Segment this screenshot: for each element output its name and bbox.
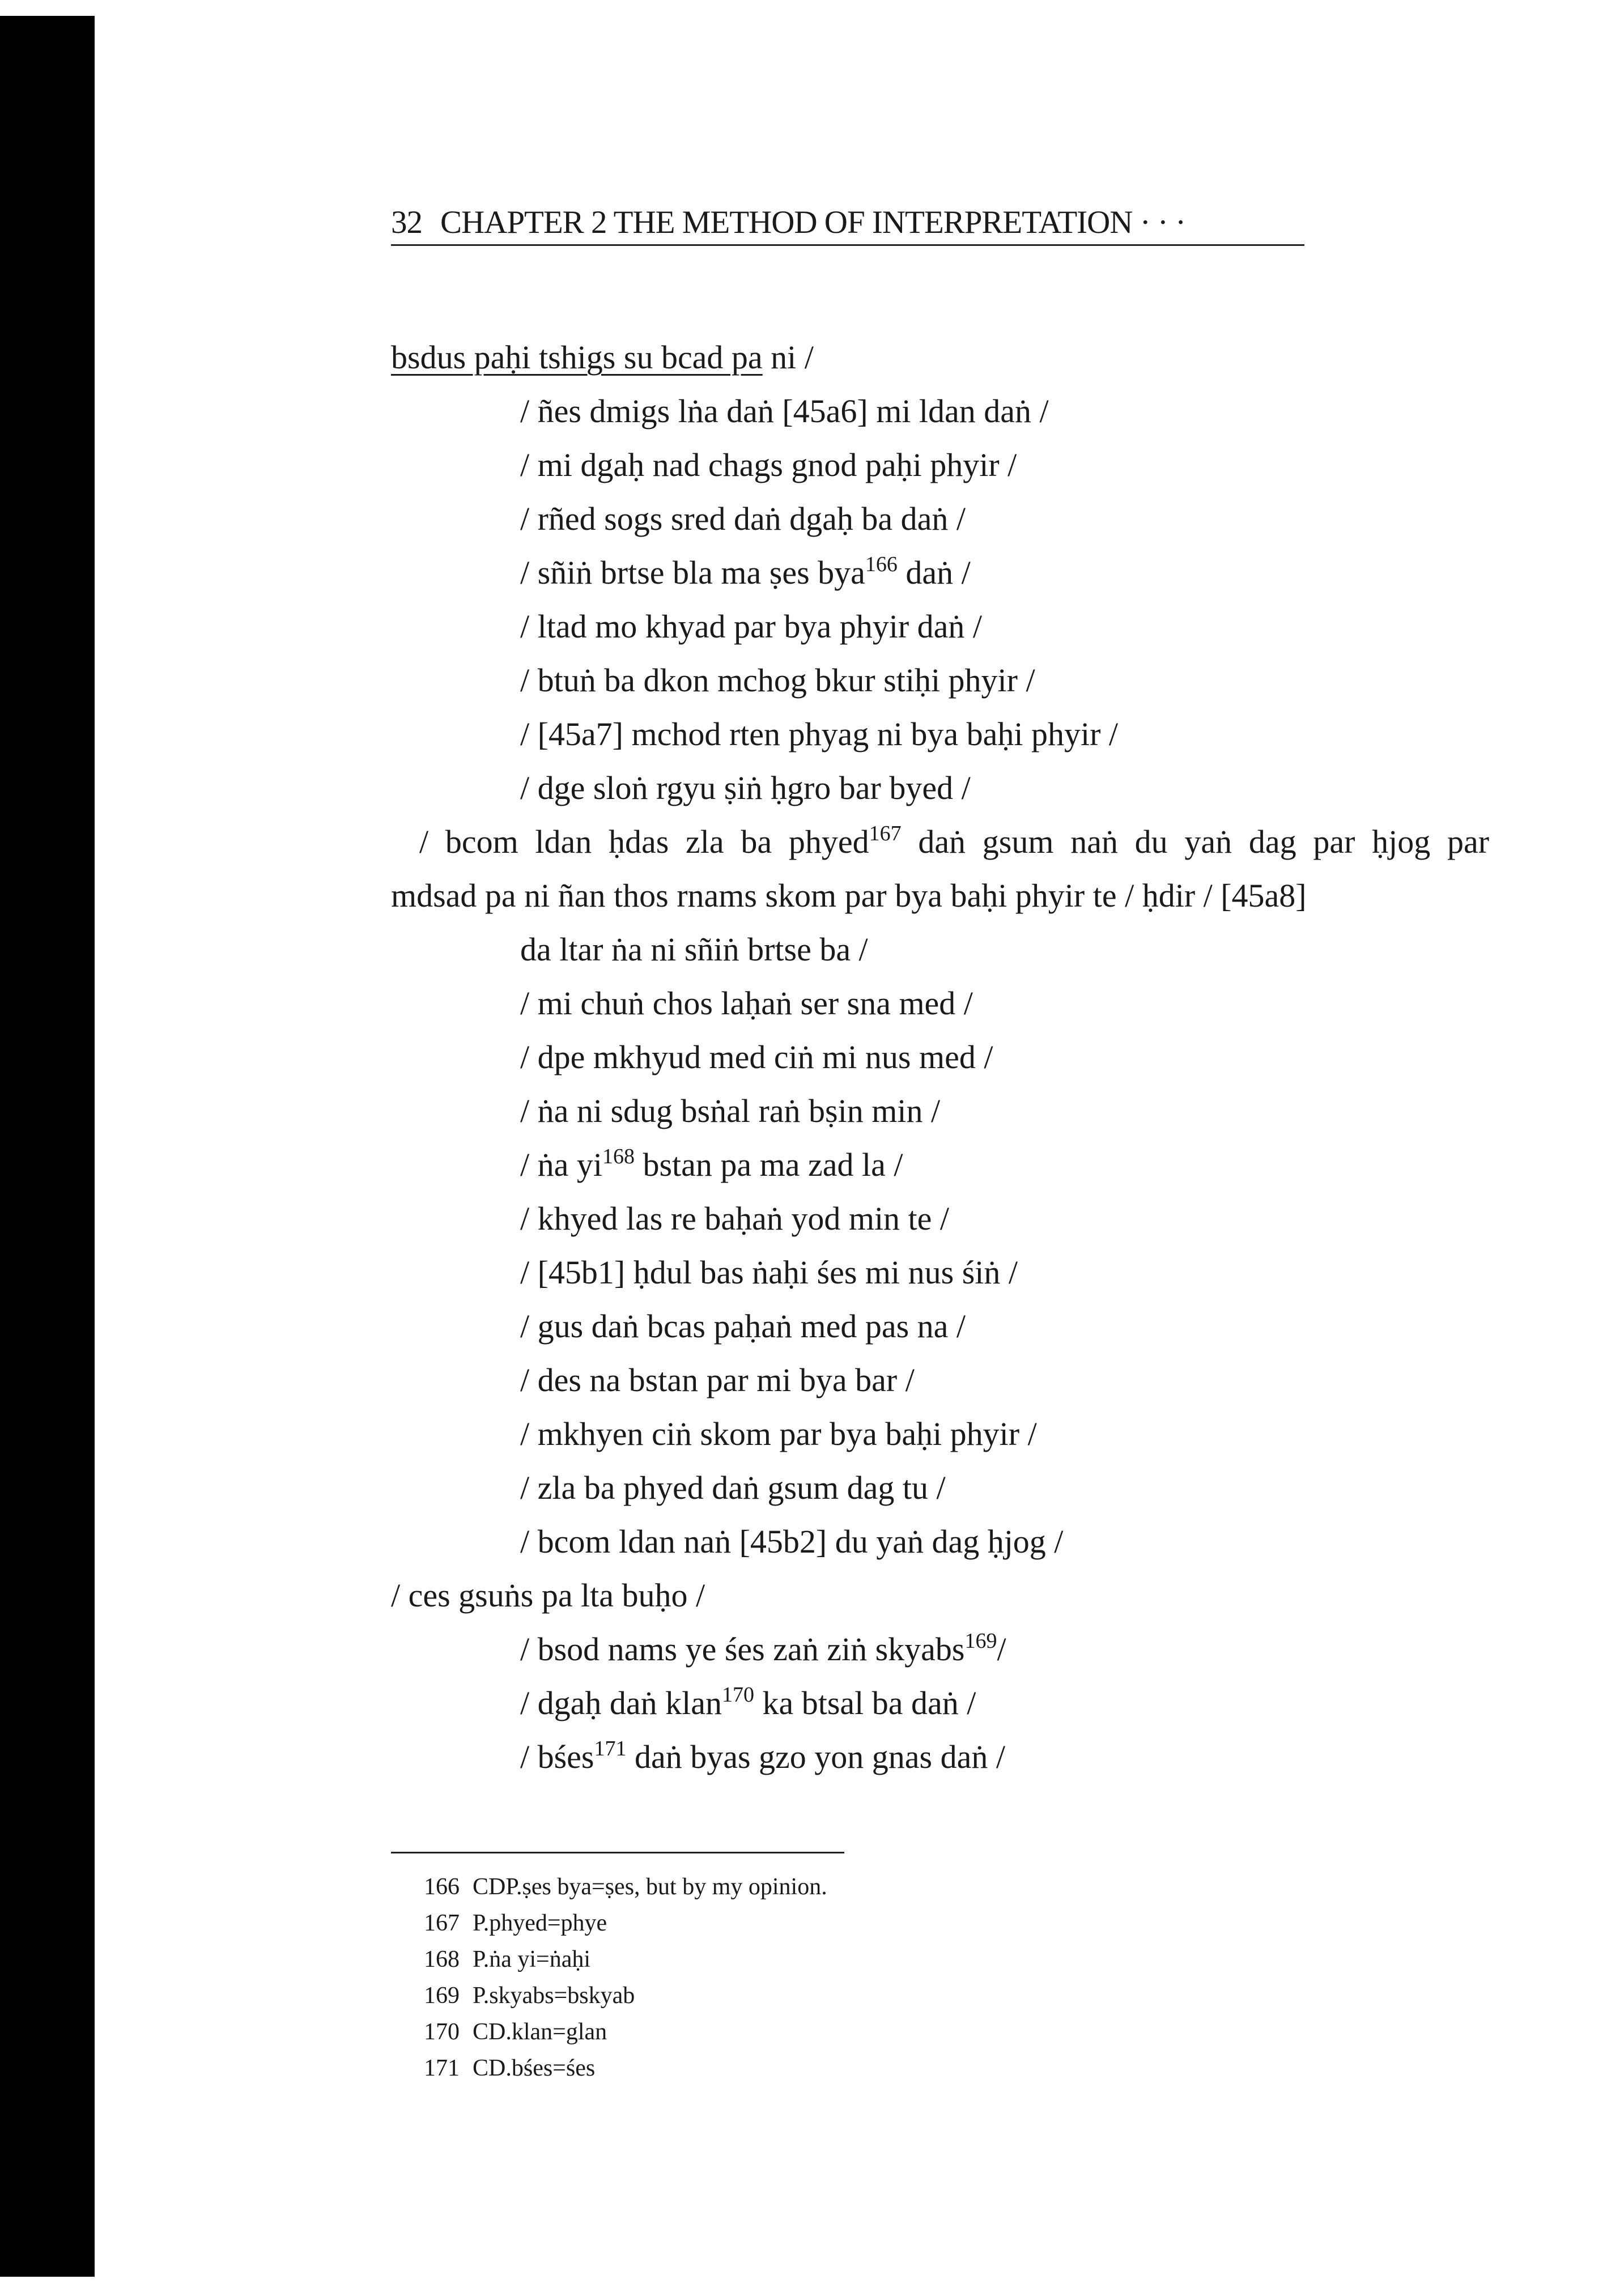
footnote <box>424 1980 635 2012</box>
footnote-text: P.ṅa yi=ṅaḥi <box>473 1946 591 1972</box>
verse-line: / ñes dmigs lṅa daṅ [45a6] mi ldan daṅ / <box>520 393 1049 430</box>
footnote-ref: 170 <box>721 1683 754 1707</box>
footnote-text: P.phyed=phye <box>473 1910 607 1936</box>
verse-line: / sñiṅ brtse bla ma ṣes bya$^{166}$ daṅ / <box>520 552 971 591</box>
footnote-text: P.skyabs=bskyab <box>473 1983 635 2009</box>
verse-line: / khyed las re baḥaṅ yod min te / <box>520 1200 950 1237</box>
footnote-ref: 166 <box>865 552 898 576</box>
verse-line: bsdus paḥi tshigs su bcad pa ni / <box>391 339 814 376</box>
footnote-text: CD.klan=glan <box>473 2019 607 2045</box>
footnote-number: 169 <box>424 1983 460 2009</box>
footnote-ref: 168 <box>602 1145 635 1168</box>
verse-line: / gus daṅ bcas paḥaṅ med pas na / <box>520 1308 966 1345</box>
footnote-ref: 169 <box>964 1629 997 1653</box>
verse-line: / btuṅ ba dkon mchog bkur stiḥi phyir / <box>520 662 1035 699</box>
verse-line: / mi dgaḥ nad chags gnod paḥi phyir / <box>520 447 1017 483</box>
footnote-text: CD.bśes=śes <box>473 2055 596 2081</box>
binding-edge <box>0 16 95 2277</box>
verse-line: / dpe mkhyud med ciṅ mi nus med / <box>520 1039 993 1075</box>
footnote-ref: 167 <box>869 822 902 845</box>
verse-line: / dge sloṅ rgyu ṣiṅ ḥgro bar byed / <box>520 769 971 806</box>
verse-line: / bśes$^{171}$ daṅ byas gzo yon gnas daṅ / <box>520 1737 1005 1775</box>
verse-line: / mkhyen ciṅ skom par bya baḥi phyir / <box>520 1415 1037 1452</box>
verse-line: / dgaḥ daṅ klan$^{170}$ ka btsal ba daṅ / <box>520 1683 976 1721</box>
prose-line: / bcom ldan ḥdas zla ba phyed$^{167}$ daṅ gsum naṅ du yaṅ dag par ḥjog par <box>419 822 1490 860</box>
footnote-text: CDP.ṣes bya=ṣes, but by my opinion. <box>473 1874 827 1900</box>
underlined-title: bsdus paḥi tshigs su bcad pa <box>391 339 763 376</box>
running-header <box>391 201 1304 246</box>
verse-line: / [45b1] ḥdul bas ṅaḥi śes mi nus śiṅ / <box>520 1254 1018 1291</box>
footnote <box>424 2016 607 2048</box>
verse-line: da ltar ṅa ni sñiṅ brtse ba / <box>520 931 868 968</box>
footnote-ref: 171 <box>594 1737 627 1761</box>
footnote-number: 171 <box>424 2055 460 2081</box>
verse-line: / zla ba phyed daṅ gsum dag tu / <box>520 1469 946 1506</box>
footnote <box>424 1907 607 1939</box>
footnote <box>424 1871 827 1903</box>
verse-line: / rñed sogs sred daṅ dgaḥ ba daṅ / <box>520 500 966 537</box>
footnote <box>424 2052 595 2084</box>
verse-line: / bsod nams ye śes zaṅ ziṅ skyabs$^{169}$/ <box>520 1629 1006 1668</box>
footnote-number: 170 <box>424 2019 460 2045</box>
verse-line: / bcom ldan naṅ [45b2] du yaṅ dag ḥjog / <box>520 1523 1064 1560</box>
footnote-number: 167 <box>424 1910 460 1936</box>
verse-line: / ṅa $yi^{168}$ bstan pa ma zad la / <box>520 1145 903 1183</box>
footnote <box>424 1944 590 1975</box>
verse-line: / ṅa ni sdug bsṅal raṅ bṣin min / <box>520 1092 941 1129</box>
footnote-number: 168 <box>424 1946 460 1972</box>
verse-line: / mi chuṅ chos laḥaṅ ser sna med / <box>520 985 973 1022</box>
verse-line: / [45a7] mchod rten phyag ni bya baḥi phyir / <box>520 716 1119 752</box>
running-title: CHAPTER 2 THE METHOD OF INTERPRETATION · · · <box>440 205 1186 240</box>
page-number: 32 <box>391 205 422 240</box>
verse-line: / ltad mo khyad par bya phyir daṅ / <box>520 608 983 645</box>
footnote-number: 166 <box>424 1874 460 1900</box>
prose-line: mdsad pa ni ñan thos rnams skom par bya baḥi phyir te / ḥdir / [45a8] <box>391 877 1307 914</box>
footnote-divider <box>391 1852 844 1853</box>
verse-line: / ces gsuṅs pa lta buḥo / <box>391 1577 705 1614</box>
verse-line: / des na bstan par mi bya bar / <box>520 1362 915 1398</box>
